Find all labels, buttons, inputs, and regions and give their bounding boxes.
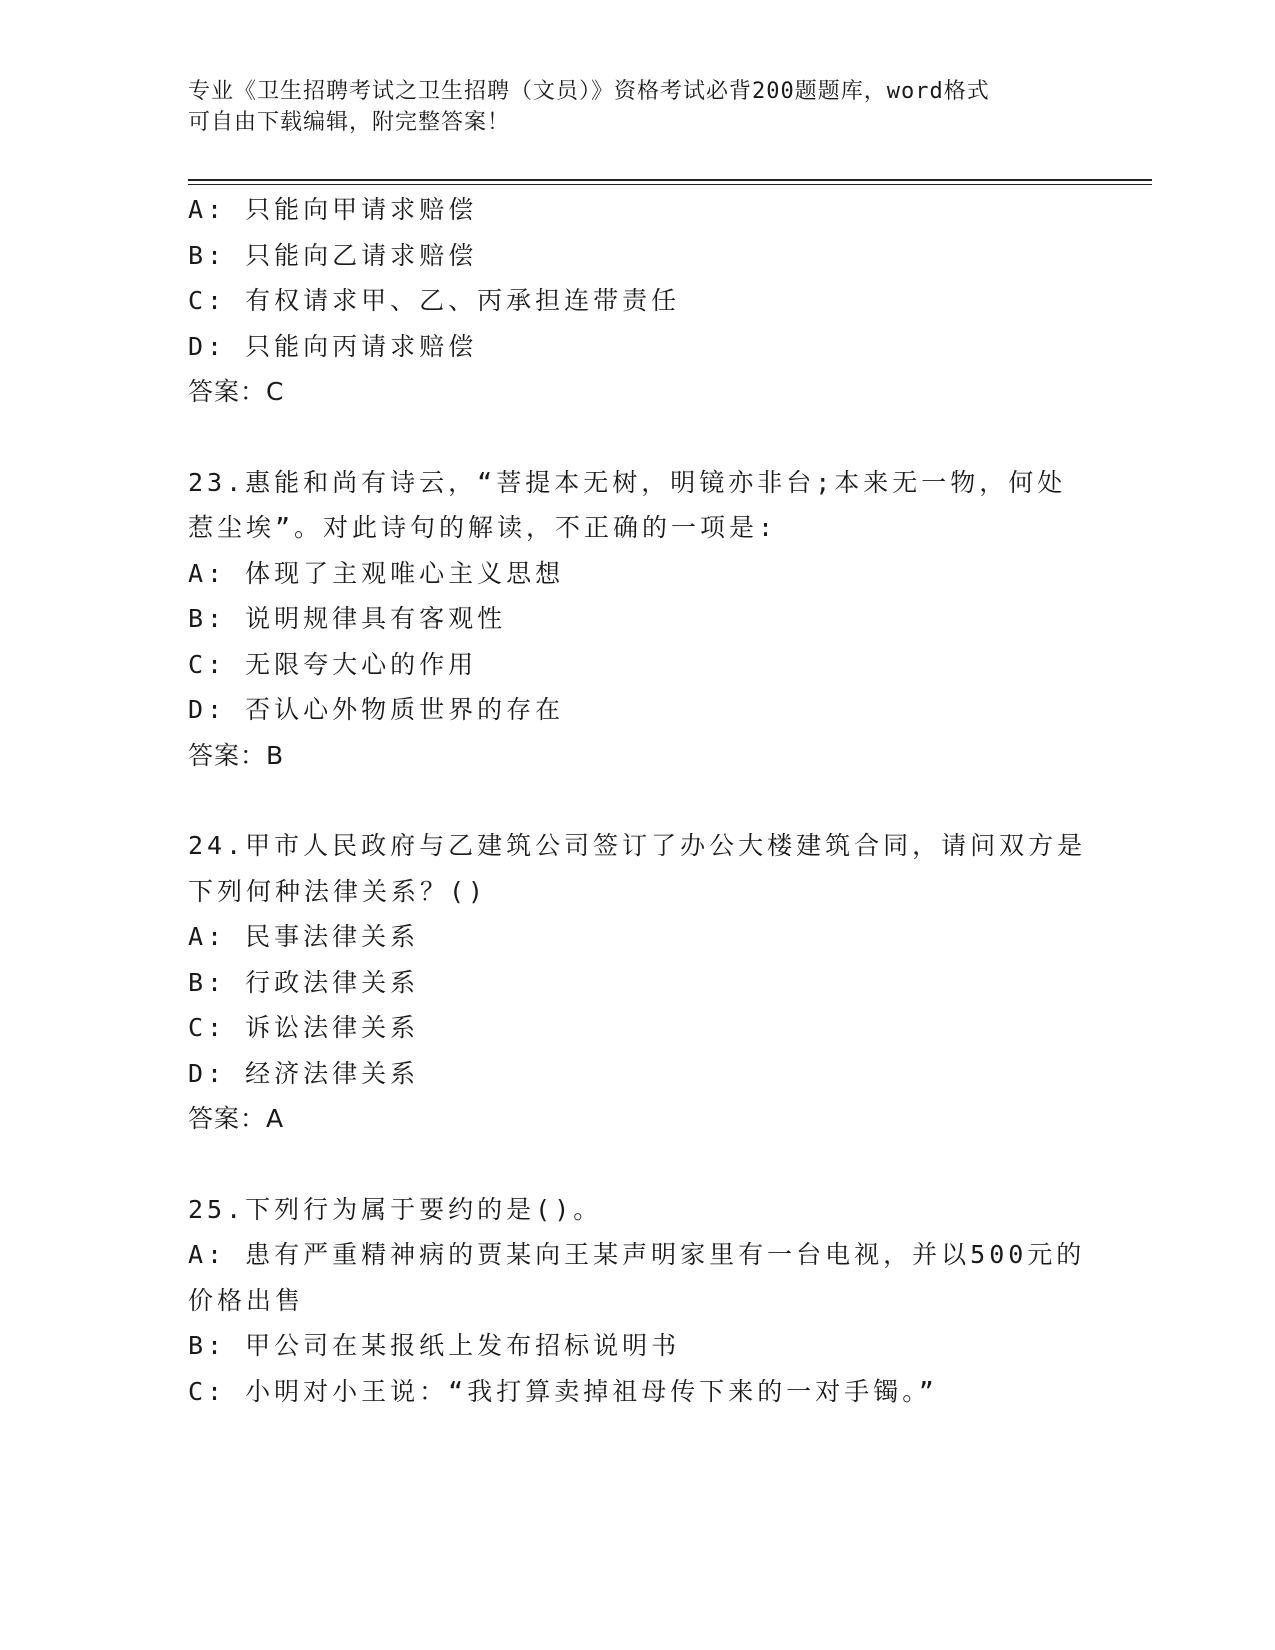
option-c: C: 有权请求甲、乙、丙承担连带责任 (188, 286, 681, 315)
option-c: C: 诉讼法律关系 (188, 1013, 420, 1042)
question-stem: 24.甲市人民政府与乙建筑公司签订了办公大楼建筑合同，请问双方是 (188, 831, 1087, 860)
option-d: D: 否认心外物质世界的存在 (188, 695, 565, 724)
option-c: C: 小明对小王说：“我打算卖掉祖母传下来的一对手镯。” (188, 1376, 938, 1406)
question-23 (188, 460, 1088, 779)
question-22 (188, 187, 1088, 415)
header-divider-thick (188, 179, 1152, 181)
question-list (188, 187, 1088, 1414)
answer-line: 答案：B (188, 740, 285, 770)
option-a: A: 只能向甲请求赔偿 (188, 195, 478, 224)
spacer (188, 1142, 1088, 1187)
question-stem-continued: 下列何种法律关系？() (188, 876, 488, 906)
question-stem-continued: 惹尘埃”。对此诗句的解读，不正确的一项是: (188, 513, 778, 542)
option-a: A: 患有严重精神病的贾某向王某声明家里有一台电视，并以500元的 (188, 1240, 1086, 1269)
spacer (188, 415, 1088, 460)
header-line-1: 专业《卫生招聘考试之卫生招聘（文员）》资格考试必背200题题库，word格式 (188, 79, 990, 104)
question-24 (188, 823, 1088, 1142)
option-d: D: 经济法律关系 (188, 1058, 420, 1088)
option-b: B: 行政法律关系 (188, 967, 420, 997)
header-line-2: 可自由下载编辑，附完整答案！ (188, 110, 511, 135)
option-a: A: 民事法律关系 (188, 922, 420, 951)
option-a-continued: 价格出售 (188, 1285, 305, 1315)
option-b: B: 只能向乙请求赔偿 (188, 240, 478, 270)
header-divider-thin (188, 184, 1152, 185)
option-b: B: 甲公司在某报纸上发布招标说明书 (188, 1331, 681, 1360)
option-d: D: 只能向丙请求赔偿 (188, 331, 478, 361)
option-a: A: 体现了主观唯心主义思想 (188, 558, 565, 588)
answer-line: 答案：C (188, 377, 285, 406)
option-b: B: 说明规律具有客观性 (188, 604, 507, 633)
spacer (188, 778, 1088, 823)
question-stem: 25.下列行为属于要约的是()。 (188, 1194, 603, 1224)
question-stem: 23.惠能和尚有诗云，“菩提本无树，明镜亦非台;本来无一物，何处 (188, 467, 1067, 497)
answer-line: 答案：A (188, 1104, 285, 1133)
option-c: C: 无限夸大心的作用 (188, 649, 478, 679)
question-25 (188, 1187, 1088, 1415)
document-header (188, 76, 1068, 138)
